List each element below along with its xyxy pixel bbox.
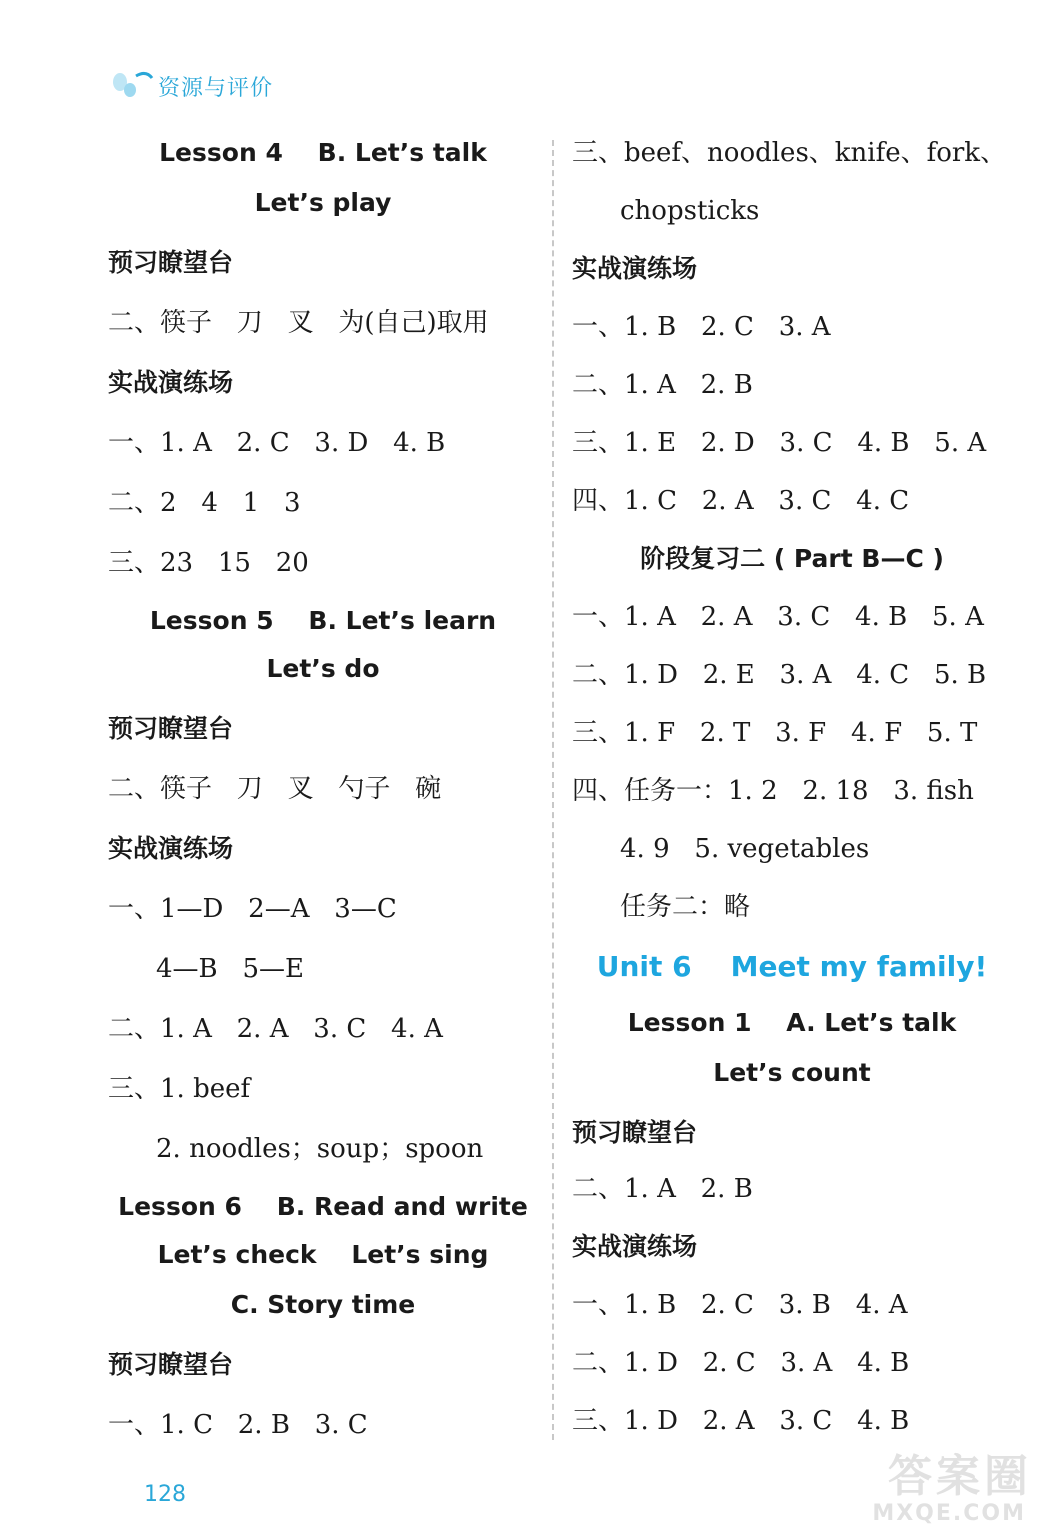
lesson-heading: Lesson 5 B. Let’s learn [149, 606, 497, 635]
watermark-sub: MXQE.COM [872, 1501, 1026, 1526]
answer-line: 三、1. F 2. T 3. F 4. F 5. T [572, 718, 978, 748]
answer-line-continued: 4. 9 5. vegetables [620, 834, 870, 864]
lesson-heading: Lesson 1 A. Let’s talk [627, 1008, 957, 1037]
header [108, 66, 273, 106]
answer-line-continued: 4—B 5—E [156, 954, 304, 984]
answer-line: 一、1—D 2—A 3—C [108, 894, 397, 924]
answer-line: 三、23 15 20 [108, 548, 309, 578]
section-label: 实战演练场 [108, 834, 234, 863]
section-label: 实战演练场 [572, 1232, 698, 1261]
answer-line: 一、1. A 2. A 3. C 4. B 5. A [572, 602, 984, 632]
answer-line: 四、任务一：1. 2 2. 18 3. fish [572, 776, 974, 806]
answer-line: 三、beef、noodles、knife、fork、 [572, 138, 1007, 168]
answer-line: 二、1. D 2. C 3. A 4. B [572, 1348, 910, 1378]
answer-line: 一、1. B 2. C 3. A [572, 312, 831, 342]
answer-line: 三、1. D 2. A 3. C 4. B [572, 1406, 910, 1436]
answer-line: 二、1. A 2. A 3. C 4. A [108, 1014, 443, 1044]
answer-line: 三、1. beef [108, 1074, 251, 1104]
lesson-heading: Lesson 6 B. Read and write [118, 1192, 528, 1221]
answer-line: 一、1. A 2. C 3. D 4. B [108, 428, 446, 458]
answer-line: 二、1. D 2. E 3. A 4. C 5. B [572, 660, 987, 690]
page-number: 128 [144, 1482, 186, 1507]
brand-logo-icon [108, 68, 154, 104]
answer-line: 二、1. A 2. B [572, 1174, 753, 1204]
answer-line: 四、1. C 2. A 3. C 4. C [572, 486, 910, 516]
review-heading: 阶段复习二 ( Part B—C ) [640, 544, 944, 573]
answer-line: 一、1. C 2. B 3. C [108, 1410, 368, 1440]
answer-line-continued: 2. noodles；soup；spoon [156, 1134, 484, 1164]
answer-line: 二、筷子 刀 叉 勺子 碗 [108, 774, 442, 804]
answer-line-continued: 任务二：略 [620, 892, 751, 922]
answer-line-continued: chopsticks [620, 196, 760, 226]
lesson-subheading: Let’s do [266, 654, 380, 683]
answer-line: 二、筷子 刀 叉 为(自己)取用 [108, 308, 489, 338]
lesson-heading: Lesson 4 B. Let’s talk [159, 138, 487, 167]
lesson-subheading: Let’s play [254, 188, 392, 217]
column-divider [552, 140, 554, 1440]
section-label: 预习瞭望台 [108, 248, 234, 277]
unit-title: Unit 6 Meet my family! [596, 950, 988, 983]
section-label: 预习瞭望台 [108, 714, 234, 743]
lesson-subheading: Let’s count [713, 1058, 871, 1087]
lesson-subheading: C. Story time [230, 1290, 416, 1319]
watermark [842, 1440, 1032, 1528]
answer-line: 二、2 4 1 3 [108, 488, 301, 518]
watermark-main: 答案圈 [888, 1451, 1032, 1502]
answer-line: 二、1. A 2. B [572, 370, 753, 400]
brand-title: 资源与评价 [158, 75, 274, 101]
answer-line: 三、1. E 2. D 3. C 4. B 5. A [572, 428, 987, 458]
lesson-subheading: Let’s check Let’s sing [157, 1240, 489, 1269]
section-label: 实战演练场 [108, 368, 234, 397]
section-label: 实战演练场 [572, 254, 698, 283]
section-label: 预习瞭望台 [108, 1350, 234, 1379]
answer-line: 一、1. B 2. C 3. B 4. A [572, 1290, 908, 1320]
section-label: 预习瞭望台 [572, 1118, 698, 1147]
